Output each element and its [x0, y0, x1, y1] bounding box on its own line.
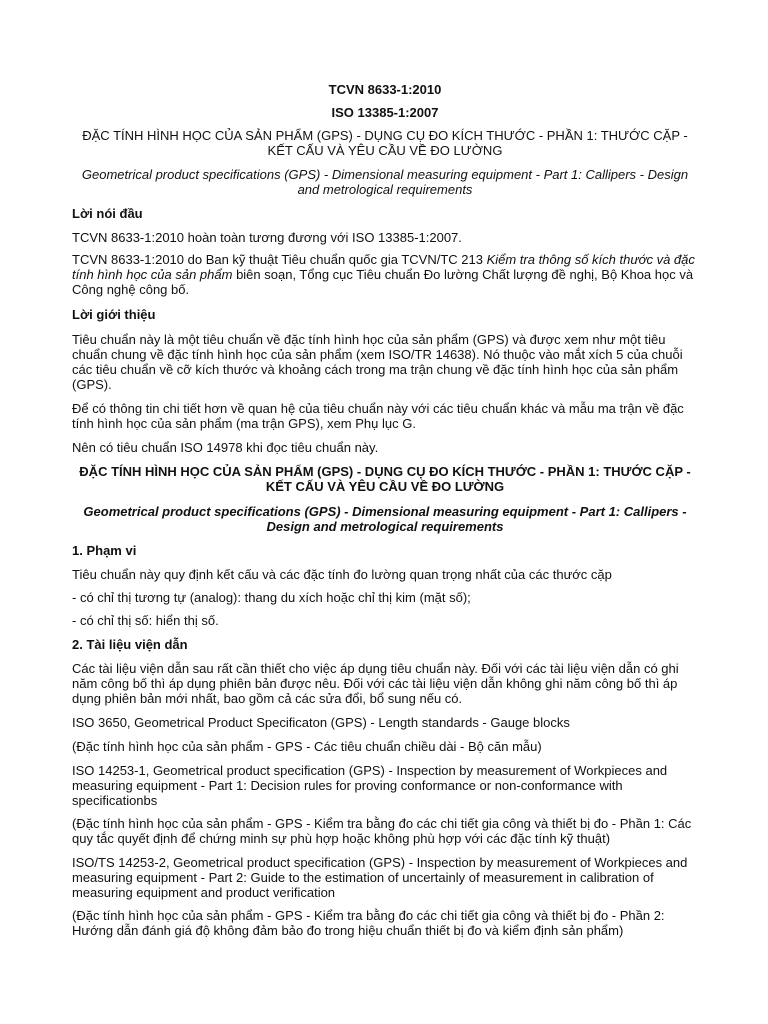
references-heading: 2. Tài liệu viện dẫn	[72, 637, 188, 652]
main-title-english: Geometrical product specifications (GPS) - Dimensional measuring equipment - Part 1: Callipers - Design and metrological requirements	[83, 504, 687, 534]
reference-iso-ts-14253-2: ISO/TS 14253-2, Geometrical product specification (GPS) - Inspection by measurement of Workpieces and measuring equipment - Part 2: Guide to the estimation of uncertainly of measurement in calibration of measuring equipment and product verification	[72, 855, 688, 900]
scope-list-item: - có chỉ thị tương tự (analog): thang du xích hoặc chỉ thị kim (mặt số);	[72, 590, 471, 605]
foreword-text: TCVN 8633-1:2010 do Ban kỹ thuật Tiêu chuẩn quốc gia TCVN/TC 213	[72, 252, 487, 267]
references-paragraph: Các tài liệu viện dẫn sau rất cần thiết cho việc áp dụng tiêu chuẩn này. Đối với các tài liệu viện dẫn có ghi năm công bố thì áp dụng phiên bản được nêu. Đối với các tài liệu viện dẫn không ghi năm công bố thì áp dụng phiên bản mới nhất, bao gồm cả các sửa đổi, bổ sung nếu có.	[72, 661, 679, 706]
reference-iso-3650: ISO 3650, Geometrical Product Specificaton (GPS) - Length standards - Gauge blocks	[72, 715, 570, 730]
title-vietnamese: ĐẶC TÍNH HÌNH HỌC CỦA SẢN PHẨM (GPS) - DỤNG CỤ ĐO KÍCH THƯỚC - PHẦN 1: THƯỚC CẶP - KẾT CẤU VÀ YÊU CẦU VỀ ĐO LƯỜNG	[82, 128, 688, 158]
foreword-paragraph-1: TCVN 8633-1:2010 hoàn toàn tương đương với ISO 13385-1:2007.	[72, 230, 462, 245]
reference-iso-ts-14253-2-vi: (Đặc tính hình học của sản phẩm - GPS - Kiểm tra bằng đo các chi tiết gia công và thiết bị đo - Phần 2: Hướng dẫn đánh giá độ không đảm bảo đo trong hiệu chuẩn thiết bị đo và kiểm định sản phẩm)	[72, 908, 665, 938]
reference-iso-14253-1-vi: (Đặc tính hình học của sản phẩm - GPS - Kiểm tra bằng đo các chi tiết gia công và thiết bị đo - Phần 1: Các quy tắc quyết định để chứng minh sự phù hợp hoặc không phù hợp với các đặc tính kỹ thuật)	[72, 816, 692, 846]
intro-paragraph-1: Tiêu chuẩn này là một tiêu chuẩn về đặc tính hình học của sản phẩm (GPS) và được xem như một tiêu chuẩn chung về đặc tính hình học của sản phẩm (xem ISO/TR 14638). Nó thuộc vào mắt xích 5 của chuỗi các tiêu chuẩn về cỡ kích thước và khoảng cách trong ma trận chung về đặc tính hình học của sản phẩm (GPS).	[72, 332, 683, 392]
scope-heading: 1. Phạm vi	[72, 543, 137, 558]
foreword-text-end: biên soạn, Tổng cục Tiêu chuẩn Đo lường Chất lượng đề nghị, Bộ Khoa học và Công nghệ công bố.	[72, 267, 694, 297]
title-english: Geometrical product specifications (GPS) - Dimensional measuring equipment - Part 1: Callipers - Design and metrological requirements	[81, 167, 689, 197]
reference-iso-3650-vi: (Đặc tính hình học của sản phẩm - GPS - Các tiêu chuẩn chiều dài - Bộ căn mẫu)	[72, 739, 542, 754]
foreword-committee-title: Kiểm tra thông số kích thước và đặc tính hình học của sản phẩm	[72, 252, 695, 282]
intro-paragraph-3: Nên có tiêu chuẩn ISO 14978 khi đọc tiêu chuẩn này.	[72, 440, 379, 455]
intro-paragraph-2: Để có thông tin chi tiết hơn về quan hệ của tiêu chuẩn này với các tiêu chuẩn khác và mẫu ma trận về đặc tính hình học của sản phẩm (ma trận GPS), xem Phụ lục G.	[72, 401, 684, 431]
scope-paragraph: Tiêu chuẩn này quy định kết cấu và các đặc tính đo lường quan trọng nhất của các thước cặp	[72, 567, 612, 582]
standard-code: TCVN 8633-1:2010	[328, 82, 442, 97]
reference-iso-14253-1: ISO 14253-1, Geometrical product specification (GPS) - Inspection by measurement of Workpieces and measuring equipment - Part 1: Decision rules for proving conformance or non-conformance with specificationbs	[72, 763, 668, 808]
main-title-vietnamese: ĐẶC TÍNH HÌNH HỌC CỦA SẢN PHẨM (GPS) - DỤNG CỤ ĐO KÍCH THƯỚC - PHẦN 1: THƯỚC CẶP - KẾT CẤU VÀ YÊU CẦU VỀ ĐO LƯỜNG	[79, 464, 691, 494]
foreword-paragraph-2	[72, 252, 698, 297]
intro-heading: Lời giới thiệu	[72, 307, 156, 322]
scope-list-item: - có chỉ thị số: hiển thị số.	[72, 613, 219, 628]
iso-code: ISO 13385-1:2007	[331, 105, 439, 120]
foreword-heading: Lời nói đầu	[72, 206, 143, 221]
